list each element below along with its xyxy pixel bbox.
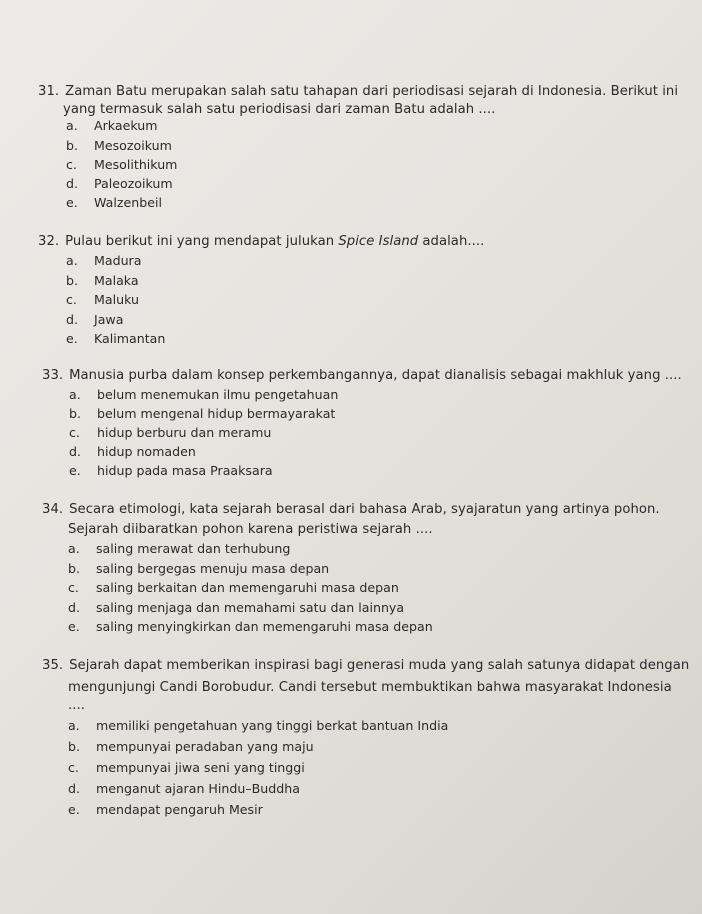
option-letter: b. [69,406,81,421]
question-32-option-c[interactable] [66,292,139,307]
option-letter: b. [66,273,78,288]
option-text: hidup berburu dan meramu [97,425,272,440]
option-letter: e. [68,802,80,817]
option-text: saling berkaitan dan memengaruhi masa depan [96,580,399,595]
question-33-option-c[interactable] [69,425,271,440]
question-32-option-a[interactable] [66,253,141,268]
option-text: Maluku [94,292,139,307]
option-text: Malaka [94,273,139,288]
option-text: menganut ajaran Hindu–Buddha [96,781,300,796]
question-34-option-a[interactable] [68,541,290,556]
question-32-line-1 [38,234,484,249]
option-text: Walzenbeil [94,195,162,210]
option-text: Paleozoikum [94,176,173,191]
question-33-option-b[interactable] [69,406,335,421]
option-text: hidup pada masa Praaksara [97,463,273,478]
question-32-number: 32. [38,234,60,249]
question-31-number: 31. [38,84,60,99]
question-31-option-c[interactable] [66,157,177,172]
option-text: belum mengenal hidup bermayarakat [97,406,336,421]
question-33-number: 33. [42,368,64,383]
option-text: mempunyai jiwa seni yang tinggi [96,760,305,775]
question-34-option-c[interactable] [68,580,399,595]
question-33-text: Manusia purba dalam konsep perkembangannya, dapat dianalisis sebagai makhluk yang .... [69,368,682,383]
option-letter: c. [69,425,80,440]
question-35-line-2: mengunjungi Candi Borobudur. Candi tersebut membuktikan bahwa masyarakat Indonesia [68,680,672,695]
option-text: mendapat pengaruh Mesir [96,802,263,817]
question-33-option-a[interactable] [69,387,338,402]
question-31-option-b[interactable] [66,138,172,153]
question-31-text: Zaman Batu merupakan salah satu tahapan dari periodisasi sejarah di Indonesia. Berikut ini [65,84,679,99]
option-letter: a. [69,387,81,402]
option-text: Kalimantan [94,331,166,346]
question-35-number: 35. [42,658,64,673]
question-34-option-e[interactable] [68,619,433,634]
option-letter: e. [69,463,81,478]
question-33-option-e[interactable] [69,463,273,478]
option-letter: d. [68,600,80,615]
question-35-line-1 [42,658,689,673]
question-34-text: Secara etimologi, kata sejarah berasal dari bahasa Arab, syajaratun yang artinya pohon. [69,502,660,517]
option-letter: a. [66,253,78,268]
question-32-option-e[interactable] [66,331,165,346]
question-34-option-b[interactable] [68,561,329,576]
question-31-line-2: yang termasuk salah satu periodisasi dari zaman Batu adalah .... [63,102,496,117]
option-text: Mesolithikum [94,157,178,172]
option-letter: d. [69,444,81,459]
option-letter: e. [68,619,80,634]
question-34-line-1 [42,502,660,517]
option-letter: e. [66,195,78,210]
option-text: saling menyingkirkan dan memengaruhi masa depan [96,619,433,634]
question-32-text-italic: Spice Island [338,234,419,249]
question-33-option-d[interactable] [69,444,196,459]
option-letter: d. [66,176,78,191]
question-35-line-3: .... [68,698,85,713]
option-letter: a. [68,541,80,556]
question-31-option-a[interactable] [66,118,158,133]
option-letter: d. [68,781,80,796]
option-text: hidup nomaden [97,444,196,459]
option-text: Mesozoikum [94,138,172,153]
option-letter: b. [66,138,78,153]
question-32-option-b[interactable] [66,273,139,288]
question-31-option-e[interactable] [66,195,162,210]
option-text: Madura [94,253,142,268]
option-text: memiliki pengetahuan yang tinggi berkat bantuan India [96,718,449,733]
option-letter: e. [66,331,78,346]
question-35-option-d[interactable] [68,781,300,796]
question-32-text-after: adalah.... [418,234,485,249]
option-text: saling menjaga dan memahami satu dan lainnya [96,600,405,615]
option-text: saling bergegas menuju masa depan [96,561,330,576]
question-35-option-e[interactable] [68,802,263,817]
option-text: Jawa [94,312,124,327]
option-text: mempunyai peradaban yang maju [96,739,314,754]
option-letter: a. [66,118,78,133]
option-letter: b. [68,561,80,576]
question-35-option-c[interactable] [68,760,305,775]
question-32-text-before: Pulau berikut ini yang mendapat julukan [65,234,339,249]
option-letter: c. [68,760,79,775]
option-letter: a. [68,718,80,733]
option-letter: b. [68,739,80,754]
option-letter: c. [66,292,77,307]
question-35-option-a[interactable] [68,718,448,733]
question-31-option-d[interactable] [66,176,173,191]
question-32-option-d[interactable] [66,312,123,327]
question-35-text: Sejarah dapat memberikan inspirasi bagi generasi muda yang salah satunya didapat dengan [69,658,690,673]
question-35-option-b[interactable] [68,739,314,754]
option-text: Arkaekum [94,118,158,133]
option-letter: d. [66,312,78,327]
question-34-line-2: Sejarah diibaratkan pohon karena peristiwa sejarah .... [68,522,433,537]
option-text: belum menemukan ilmu pengetahuan [97,387,339,402]
option-text: saling merawat dan terhubung [96,541,291,556]
question-34-number: 34. [42,502,64,517]
question-33-line-1 [42,368,682,383]
question-31-line-1 [38,84,678,99]
option-letter: c. [68,580,79,595]
option-letter: c. [66,157,77,172]
question-34-option-d[interactable] [68,600,404,615]
